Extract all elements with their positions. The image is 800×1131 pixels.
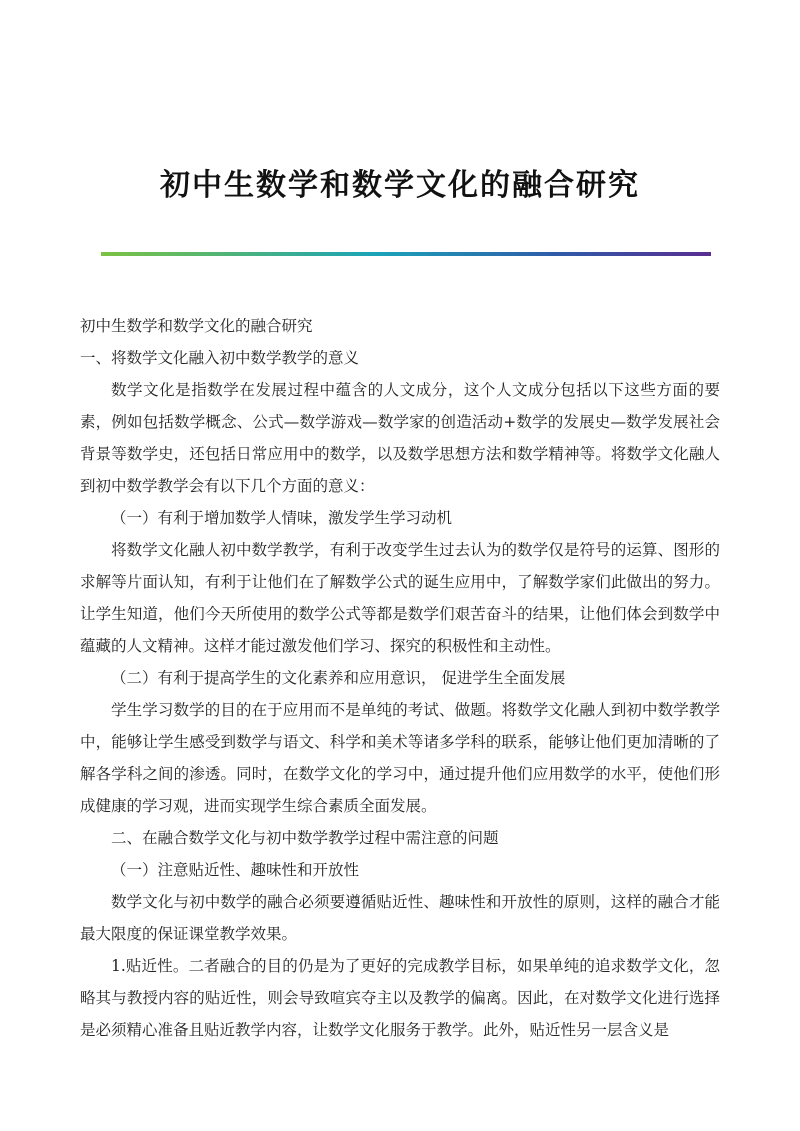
paragraph: 二、在融合数学文化与初中数学教学过程中需注意的问题 bbox=[111, 829, 499, 847]
paragraph: 1.贴近性。二者融合的目的仍是为了更好的完成教学目标，如果单纯的追求数学文化，忽略其与教授内容的贴近性，则会导致喧宾夺主以及教学的偏离。因此，在对数学文化进行选择是必须精心准备且贴近教学内容，让数学文化服务于教学。此外，贴近性另一层含义是 bbox=[80, 957, 720, 1039]
paragraph: （二）有利于提高学生的文化素养和应用意识， 促进学生全面发展 bbox=[111, 669, 566, 687]
paragraph: 学生学习数学的目的在于应用而不是单纯的考试、做题。将数学文化融人到初中数学教学中，能够让学生感受到数学与语文、科学和美术等诸多学科的联系，能够让他们更加清晰的了解各学科之间的渗透。同时，在数学文化的学习中，通过提升他们应用数学的水平，使他们形成健康的学习观，进而实现学生综合素质全面发展。 bbox=[80, 701, 720, 815]
paragraph: 数学文化是指数学在发展过程中蕴含的人文成分，这个人文成分包括以下这些方面的要素，例如包括数学概念、公式—数学游戏—数学家的创造活动+数学的发展史—数学发展社会背景等数学史，还包括日常应用中的数学，以及数学思想方法和数学精神等。将数学文化融人到初中数学教学会有以下几个方面的意义： bbox=[80, 381, 720, 495]
paragraph: （一）注意贴近性、趣味性和开放性 bbox=[111, 861, 360, 879]
paragraph: （一）有利于增加数学人情味，激发学生学习动机 bbox=[111, 509, 453, 527]
document-body bbox=[80, 310, 720, 1046]
document-title: 初中生数学和数学文化的融合研究 bbox=[160, 168, 640, 203]
paragraph: 数学文化与初中数学的融合必须要遵循贴近性、趣味性和开放性的原则，这样的融合才能最大限度的保证课堂教学效果。 bbox=[80, 893, 720, 943]
paragraph: 一、将数学文化融入初中数学教学的意义 bbox=[80, 349, 360, 367]
paragraph: 初中生数学和数学文化的融合研究 bbox=[80, 317, 313, 335]
paragraph: 将数学文化融人初中数学教学，有利于改变学生过去认为的数学仅是符号的运算、图形的求解等片面认知，有利于让他们在了解数学公式的诞生应用中，了解数学家们此做出的努力。让学生知道，他们今天所使用的数学公式等都是数学们艰苦奋斗的结果，让他们体会到数学中蕴藏的人文精神。这样才能过激发他们学习、探究的积极性和主动性。 bbox=[80, 541, 720, 655]
title-gradient-rule bbox=[101, 252, 711, 256]
